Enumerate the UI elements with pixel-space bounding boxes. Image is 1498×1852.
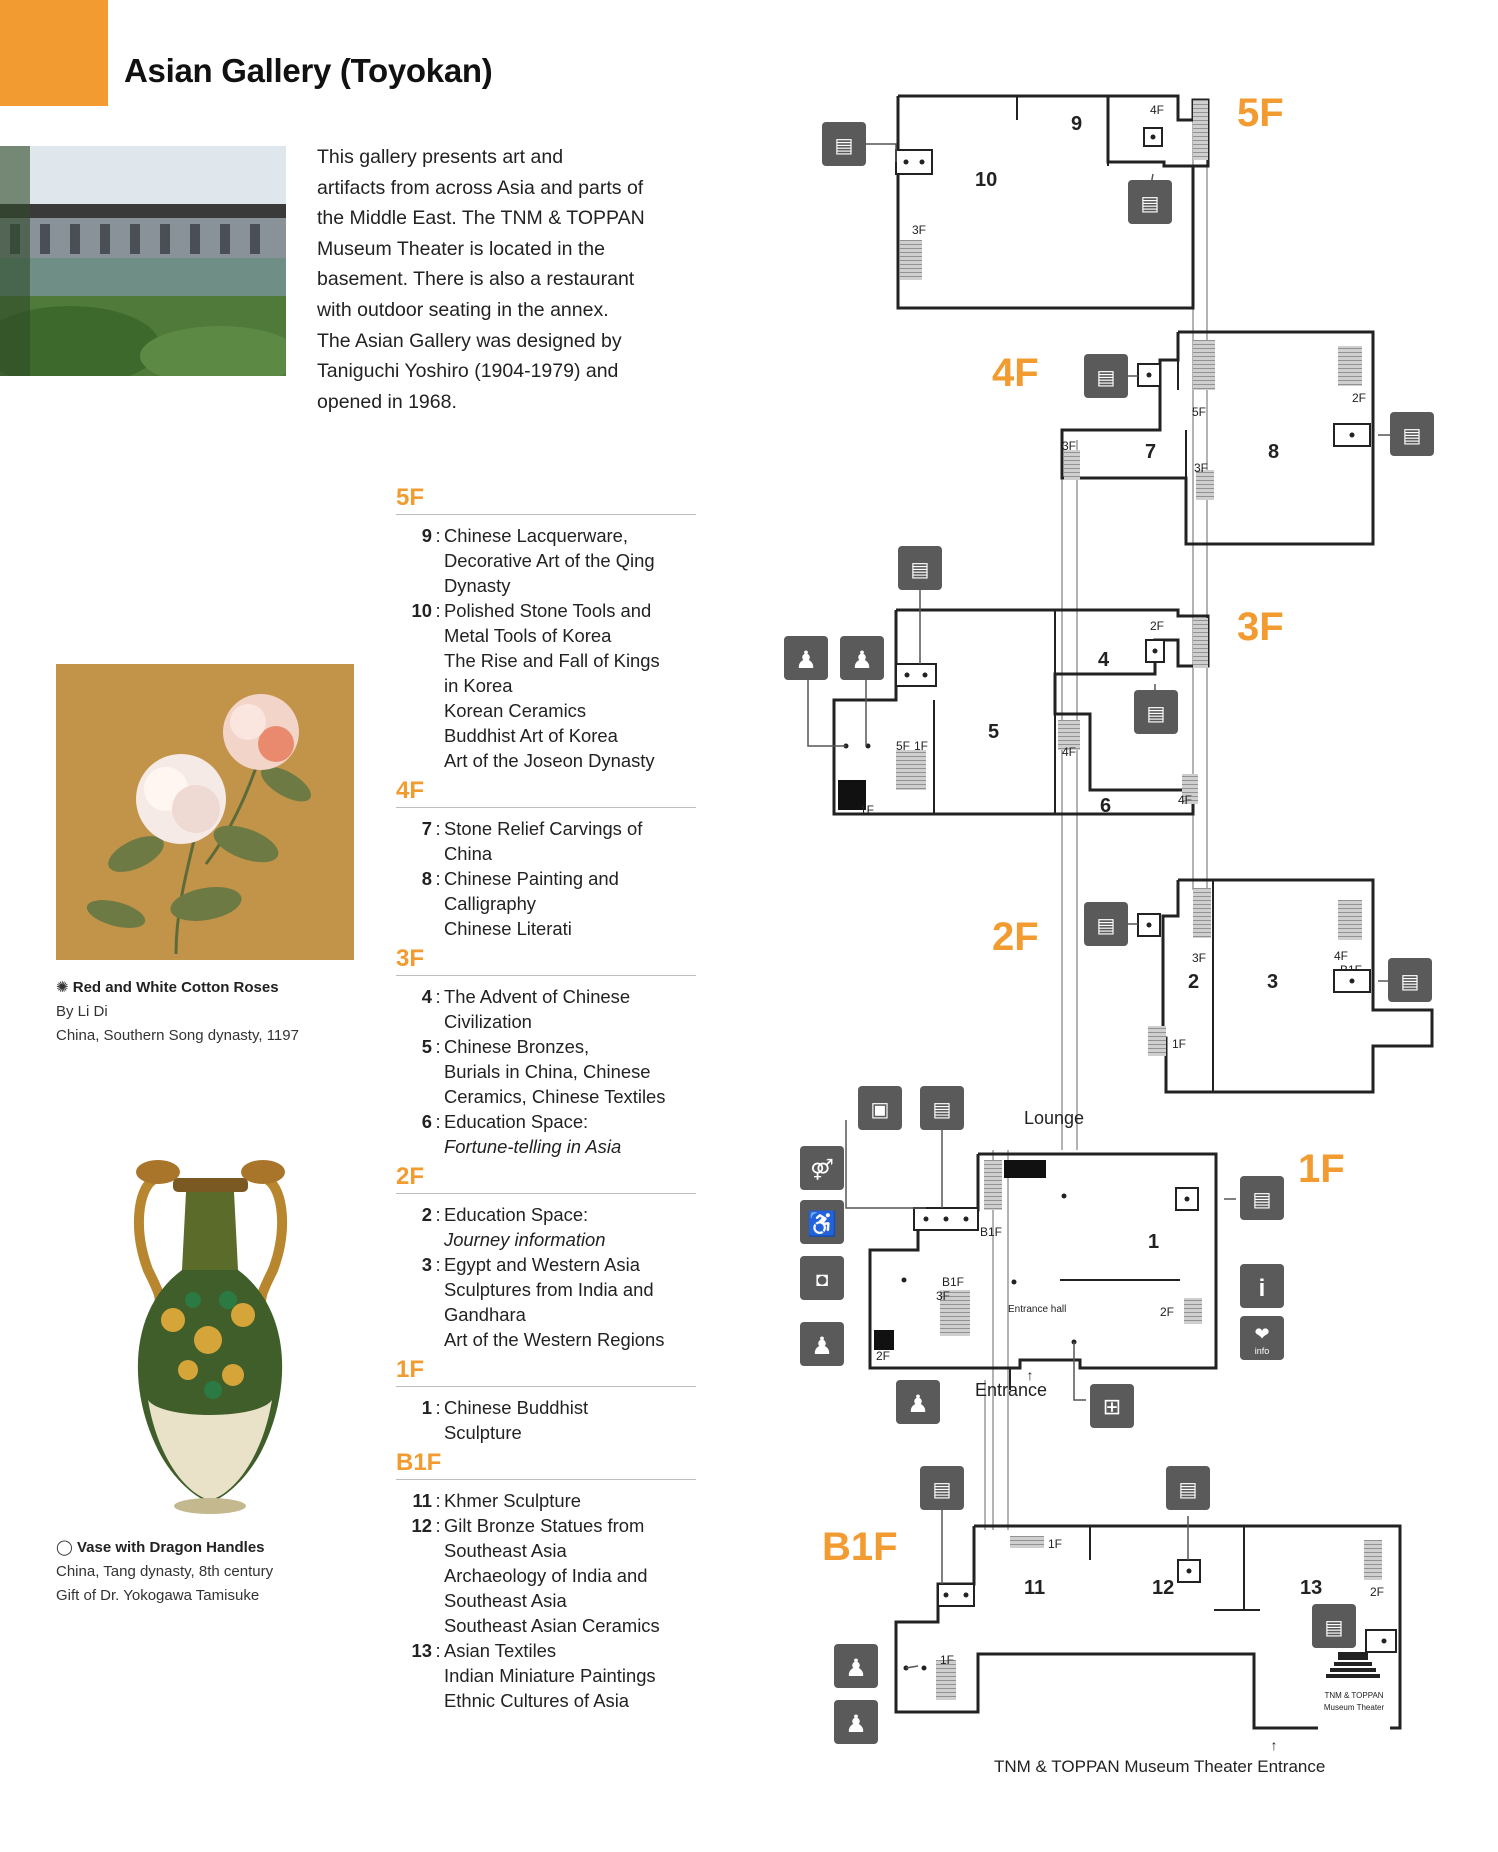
stair-label-b1f-to-1f-b: 1F <box>940 1653 955 1667</box>
room-number-10: 10 <box>975 169 998 191</box>
room-number-11: 11 <box>1024 1577 1046 1599</box>
museum-theater-logo <box>1318 1646 1390 1730</box>
room-entry-line: Chinese Lacquerware, <box>444 525 629 546</box>
intro-text: This gallery presents art and artifacts from across Asia and parts of the Middle East. The TNM & TOPPAN Museum Theater is located in the basement. There is also a restaurant with outdoor seating in the annex. The Asian Gallery was designed by Taniguchi Yoshiro (1904-1979) and opened in 1968. <box>317 146 645 413</box>
room-entry-line: The Rise and Fall of Kings <box>444 650 660 671</box>
room-entry-line: Ethnic Cultures of Asia <box>444 1690 630 1711</box>
floor-label-4f: 4F <box>992 351 1039 395</box>
svg-text:⚤: ⚤ <box>810 1159 834 1181</box>
room-entry-line: Burials in China, Chinese <box>444 1061 651 1082</box>
svg-text:♟: ♟ <box>795 647 817 674</box>
stair-label-1f-to-b1f-a: B1F <box>980 1225 1003 1239</box>
room-entry-line: Egypt and Western Asia <box>444 1254 640 1275</box>
svg-text:♟: ♟ <box>845 1711 867 1738</box>
room-entry-number: 1 <box>421 1397 432 1418</box>
info-desk-icon <box>1240 1316 1284 1360</box>
stair-label-1f-to-2f-b: 2F <box>876 1349 891 1363</box>
room-entry-separator: : <box>435 986 441 1007</box>
restroom-women-icon <box>896 1380 940 1424</box>
floor-label-3f: 3F <box>1237 605 1284 649</box>
restroom-men-icon <box>784 636 828 680</box>
room-entry-number: 5 <box>421 1036 432 1057</box>
svg-text:▤: ▤ <box>1146 703 1166 725</box>
stair-label-b1f-to-2f: 2F <box>1370 1585 1385 1599</box>
room-entry-line: Gandhara <box>444 1304 526 1325</box>
elevator-icon <box>920 1466 964 1510</box>
svg-text:▤: ▤ <box>1324 1617 1344 1639</box>
floor-heading: 2F <box>396 1163 696 1194</box>
room-entry-line: China <box>444 843 493 864</box>
room-entry-separator: : <box>435 1111 441 1132</box>
elevator-icon <box>1166 1466 1210 1510</box>
room-entry-separator: : <box>435 1036 441 1057</box>
room-entry-line: Education Space: <box>444 1204 589 1225</box>
stair-label-4f-to-5f: 5F <box>1192 405 1207 419</box>
stair-label-3f-to-4f-b: 4F <box>1178 793 1193 807</box>
entrance-hall-label: Entrance hall <box>1008 1304 1067 1315</box>
stair-label-5f-to-4f: 4F <box>1150 103 1165 117</box>
room-entry-line: in Korea <box>444 675 513 696</box>
room-number-13: 13 <box>1300 1577 1323 1599</box>
room-entry-line: Southeast Asian Ceramics <box>444 1615 660 1636</box>
room-entry-line: Chinese Literati <box>444 918 572 939</box>
elevator-icon <box>1128 180 1172 224</box>
room-entry-separator: : <box>435 600 441 621</box>
room-entry-line: Indian Miniature Paintings <box>444 1665 656 1686</box>
svg-text:▤: ▤ <box>1140 193 1160 215</box>
room-entry-line: Art of the Western Regions <box>444 1329 665 1350</box>
svg-text:▣: ▣ <box>870 1099 890 1121</box>
room-number-9: 9 <box>1071 113 1083 135</box>
room-entry-number: 12 <box>411 1515 432 1536</box>
painting-symbol-icon: ✺ <box>56 979 69 996</box>
room-entry-separator: : <box>435 1640 441 1661</box>
floor-5f-plan <box>898 91 1284 308</box>
theater-label-1: TNM & TOPPAN <box>1324 1691 1384 1700</box>
room-entry-line: Metal Tools of Korea <box>444 625 612 646</box>
room-entry-line: Decorative Art of the Qing <box>444 550 655 571</box>
room-number-6: 6 <box>1100 795 1112 817</box>
restroom-men-icon <box>834 1644 878 1688</box>
stair-label-3f-to-1f-b: 1F <box>860 803 875 817</box>
room-entry-number: 4 <box>421 986 432 1007</box>
theater-label-2: Museum Theater <box>1323 1703 1385 1712</box>
svg-text:♿: ♿ <box>807 1211 837 1238</box>
room-entry-line: Southeast Asia <box>444 1590 567 1611</box>
family-restroom-icon <box>800 1146 844 1190</box>
room-entry-number: 9 <box>421 525 432 546</box>
entrance-label: Entrance <box>975 1380 1048 1400</box>
lounge-label: Lounge <box>1024 1108 1085 1128</box>
room-entry-line: Civilization <box>444 1011 532 1032</box>
stair-label-4f-to-2f: 2F <box>1352 391 1367 405</box>
gift-shop-icon <box>1090 1384 1134 1428</box>
stair-label-1f-to-2f-a: 2F <box>1160 1305 1175 1319</box>
floor-heading: 3F <box>396 945 696 976</box>
restroom-men-icon <box>800 1322 844 1366</box>
room-number-4: 4 <box>1098 649 1110 671</box>
theater-entrance-label: TNM & TOPPAN Museum Theater Entrance <box>994 1757 1326 1776</box>
nursing-room-icon <box>800 1256 844 1300</box>
room-entry-line: Education Space: <box>444 1111 589 1132</box>
elevator-icon <box>1390 412 1434 456</box>
stair-label-b1f-to-1f-a: 1F <box>1048 1537 1063 1551</box>
stair-label-3f-to-1f-a: 1F <box>914 739 929 753</box>
room-number-12: 12 <box>1152 1577 1175 1599</box>
floor-3f-plan <box>834 605 1284 817</box>
room-entry-line: The Advent of Chinese <box>444 986 631 1007</box>
room-entry-line: Southeast Asia <box>444 1540 567 1561</box>
room-entry-line: Khmer Sculpture <box>444 1490 581 1511</box>
page-title: Asian Gallery (Toyokan) <box>124 52 493 89</box>
room-entry-number: 10 <box>411 600 432 621</box>
svg-text:▤: ▤ <box>1096 367 1116 389</box>
room-entry-separator: : <box>435 1204 441 1225</box>
room-entry-line: Gilt Bronze Statues from <box>444 1515 645 1536</box>
room-entry-number: 11 <box>412 1490 432 1511</box>
stair-label-3f-to-4f-a: 4F <box>1062 745 1077 759</box>
svg-text:▤: ▤ <box>932 1099 952 1121</box>
room-entry-separator: : <box>435 525 441 546</box>
floor-heading: 1F <box>396 1356 696 1387</box>
restroom-women-icon <box>834 1700 878 1744</box>
elevator-icon <box>1240 1176 1284 1220</box>
svg-text:▤: ▤ <box>1402 425 1422 447</box>
room-entry-number: 7 <box>421 818 432 839</box>
floor-label-1f: 1F <box>1298 1147 1345 1191</box>
floor-heading: B1F <box>396 1449 696 1480</box>
room-entry-number: 3 <box>421 1254 432 1275</box>
wheelchair-icon <box>800 1200 844 1244</box>
svg-text:◘: ◘ <box>815 1269 829 1291</box>
stair-label-5f-to-3f: 3F <box>912 223 927 237</box>
room-entry-line: Chinese Buddhist <box>444 1397 589 1418</box>
floor-label-b1f: B1F <box>822 1525 898 1569</box>
room-entry-line: Art of the Joseon Dynasty <box>444 750 655 771</box>
svg-text:▤: ▤ <box>1178 1479 1198 1501</box>
svg-text:▤: ▤ <box>932 1479 952 1501</box>
svg-text:▤: ▤ <box>1400 971 1420 993</box>
room-entry-line: Korean Ceramics <box>444 700 587 721</box>
room-entry-line: Journey information <box>444 1229 606 1250</box>
room-number-3: 3 <box>1267 971 1279 993</box>
room-entry-line: Stone Relief Carvings of <box>444 818 643 839</box>
room-entry-number: 2 <box>421 1204 432 1225</box>
room-entry-line: Buddhist Art of Korea <box>444 725 618 746</box>
room-number-5: 5 <box>988 721 1000 743</box>
room-number-7: 7 <box>1145 441 1157 463</box>
floor-heading: 5F <box>396 484 696 515</box>
floor-heading: 4F <box>396 777 696 808</box>
room-entry-line: Sculptures from India and <box>444 1279 654 1300</box>
room-entry-separator: : <box>435 1490 441 1511</box>
information-icon <box>1240 1264 1284 1308</box>
svg-text:↑: ↑ <box>1026 1367 1034 1383</box>
restroom-women-icon <box>840 636 884 680</box>
elevator-icon <box>1312 1604 1356 1648</box>
vase-symbol-icon: ◯ <box>56 1539 73 1556</box>
floor-4f-plan <box>992 332 1373 544</box>
vase-caption: ◯ Vase with Dragon Handles China, Tang dynasty, 8th century Gift of Dr. Yokogawa Tamisuke <box>56 1539 274 1604</box>
room-entry-line: Asian Textiles <box>444 1640 557 1661</box>
svg-text:▤: ▤ <box>1096 915 1116 937</box>
stair-label-1f-to-b1f-b: B1F <box>942 1275 965 1289</box>
room-number-8: 8 <box>1268 441 1280 463</box>
room-entry-line: Fortune-telling in Asia <box>444 1136 622 1157</box>
stair-label-2f-to-3f: 3F <box>1192 951 1207 965</box>
svg-text:♟: ♟ <box>811 1333 833 1360</box>
svg-text:♟: ♟ <box>851 647 873 674</box>
room-entry-separator: : <box>435 1515 441 1536</box>
room-entry-separator: : <box>435 868 441 889</box>
room-entry-line: Polished Stone Tools and <box>444 600 652 621</box>
svg-text:▤: ▤ <box>910 559 930 581</box>
elevator-icon <box>898 546 942 590</box>
svg-text:⊞: ⊞ <box>1102 1394 1122 1419</box>
info-label: info <box>1254 1346 1270 1356</box>
elevator-icon <box>1084 354 1128 398</box>
svg-text:▤: ▤ <box>1252 1189 1272 1211</box>
elevator-icon <box>920 1086 964 1130</box>
room-entry-separator: : <box>435 1254 441 1275</box>
stair-label-4f-to-3f-b: 3F <box>1194 461 1209 475</box>
elevator-icon <box>1134 690 1178 734</box>
floor-label-2f: 2F <box>992 915 1039 959</box>
room-entry-separator: : <box>435 818 441 839</box>
room-entry-number: 6 <box>421 1111 432 1132</box>
stair-label-3f-to-2f: 2F <box>1150 619 1165 633</box>
stair-label-1f-to-3f: 3F <box>936 1289 951 1303</box>
floor-label-5f: 5F <box>1237 91 1284 135</box>
svg-text:i: i <box>1258 1275 1266 1302</box>
room-entry-line: Ceramics, Chinese Textiles <box>444 1086 666 1107</box>
locker-icon <box>858 1086 902 1130</box>
svg-text:↑: ↑ <box>1270 1737 1278 1753</box>
stair-label-4f-to-3f-a: 3F <box>1062 439 1077 453</box>
room-entry-line: Dynasty <box>444 575 511 596</box>
room-entry-separator: : <box>435 1397 441 1418</box>
room-number-2: 2 <box>1188 971 1200 993</box>
svg-text:♟: ♟ <box>845 1655 867 1682</box>
room-entry-number: 13 <box>411 1640 432 1661</box>
room-entry-line: Chinese Bronzes, <box>444 1036 590 1057</box>
floor-b1f-plan <box>822 1525 1400 1776</box>
painting-caption: ✺ Red and White Cotton Roses By Li Di China, Southern Song dynasty, 1197 <box>56 979 299 1044</box>
svg-text:♟: ♟ <box>907 1391 929 1418</box>
elevator-icon <box>1388 958 1432 1002</box>
stair-label-2f-to-1f: 1F <box>1172 1037 1187 1051</box>
svg-text:▤: ▤ <box>834 135 854 157</box>
room-entry-line: Sculpture <box>444 1422 522 1443</box>
room-number-1: 1 <box>1148 1231 1160 1253</box>
stair-label-3f-to-5f: 5F <box>896 739 911 753</box>
room-entry-line: Chinese Painting and <box>444 868 619 889</box>
svg-text:❤: ❤ <box>1254 1324 1270 1344</box>
room-entry-number: 8 <box>421 868 432 889</box>
room-entry-line: Archaeology of India and <box>444 1565 648 1586</box>
elevator-icon <box>1084 902 1128 946</box>
elevator-icon <box>822 122 866 166</box>
map-icons <box>784 122 1434 1744</box>
entrance-arrow-icons <box>1027 1367 1278 1753</box>
room-entry-line: Calligraphy <box>444 893 536 914</box>
stair-label-2f-to-4f: 4F <box>1334 949 1349 963</box>
